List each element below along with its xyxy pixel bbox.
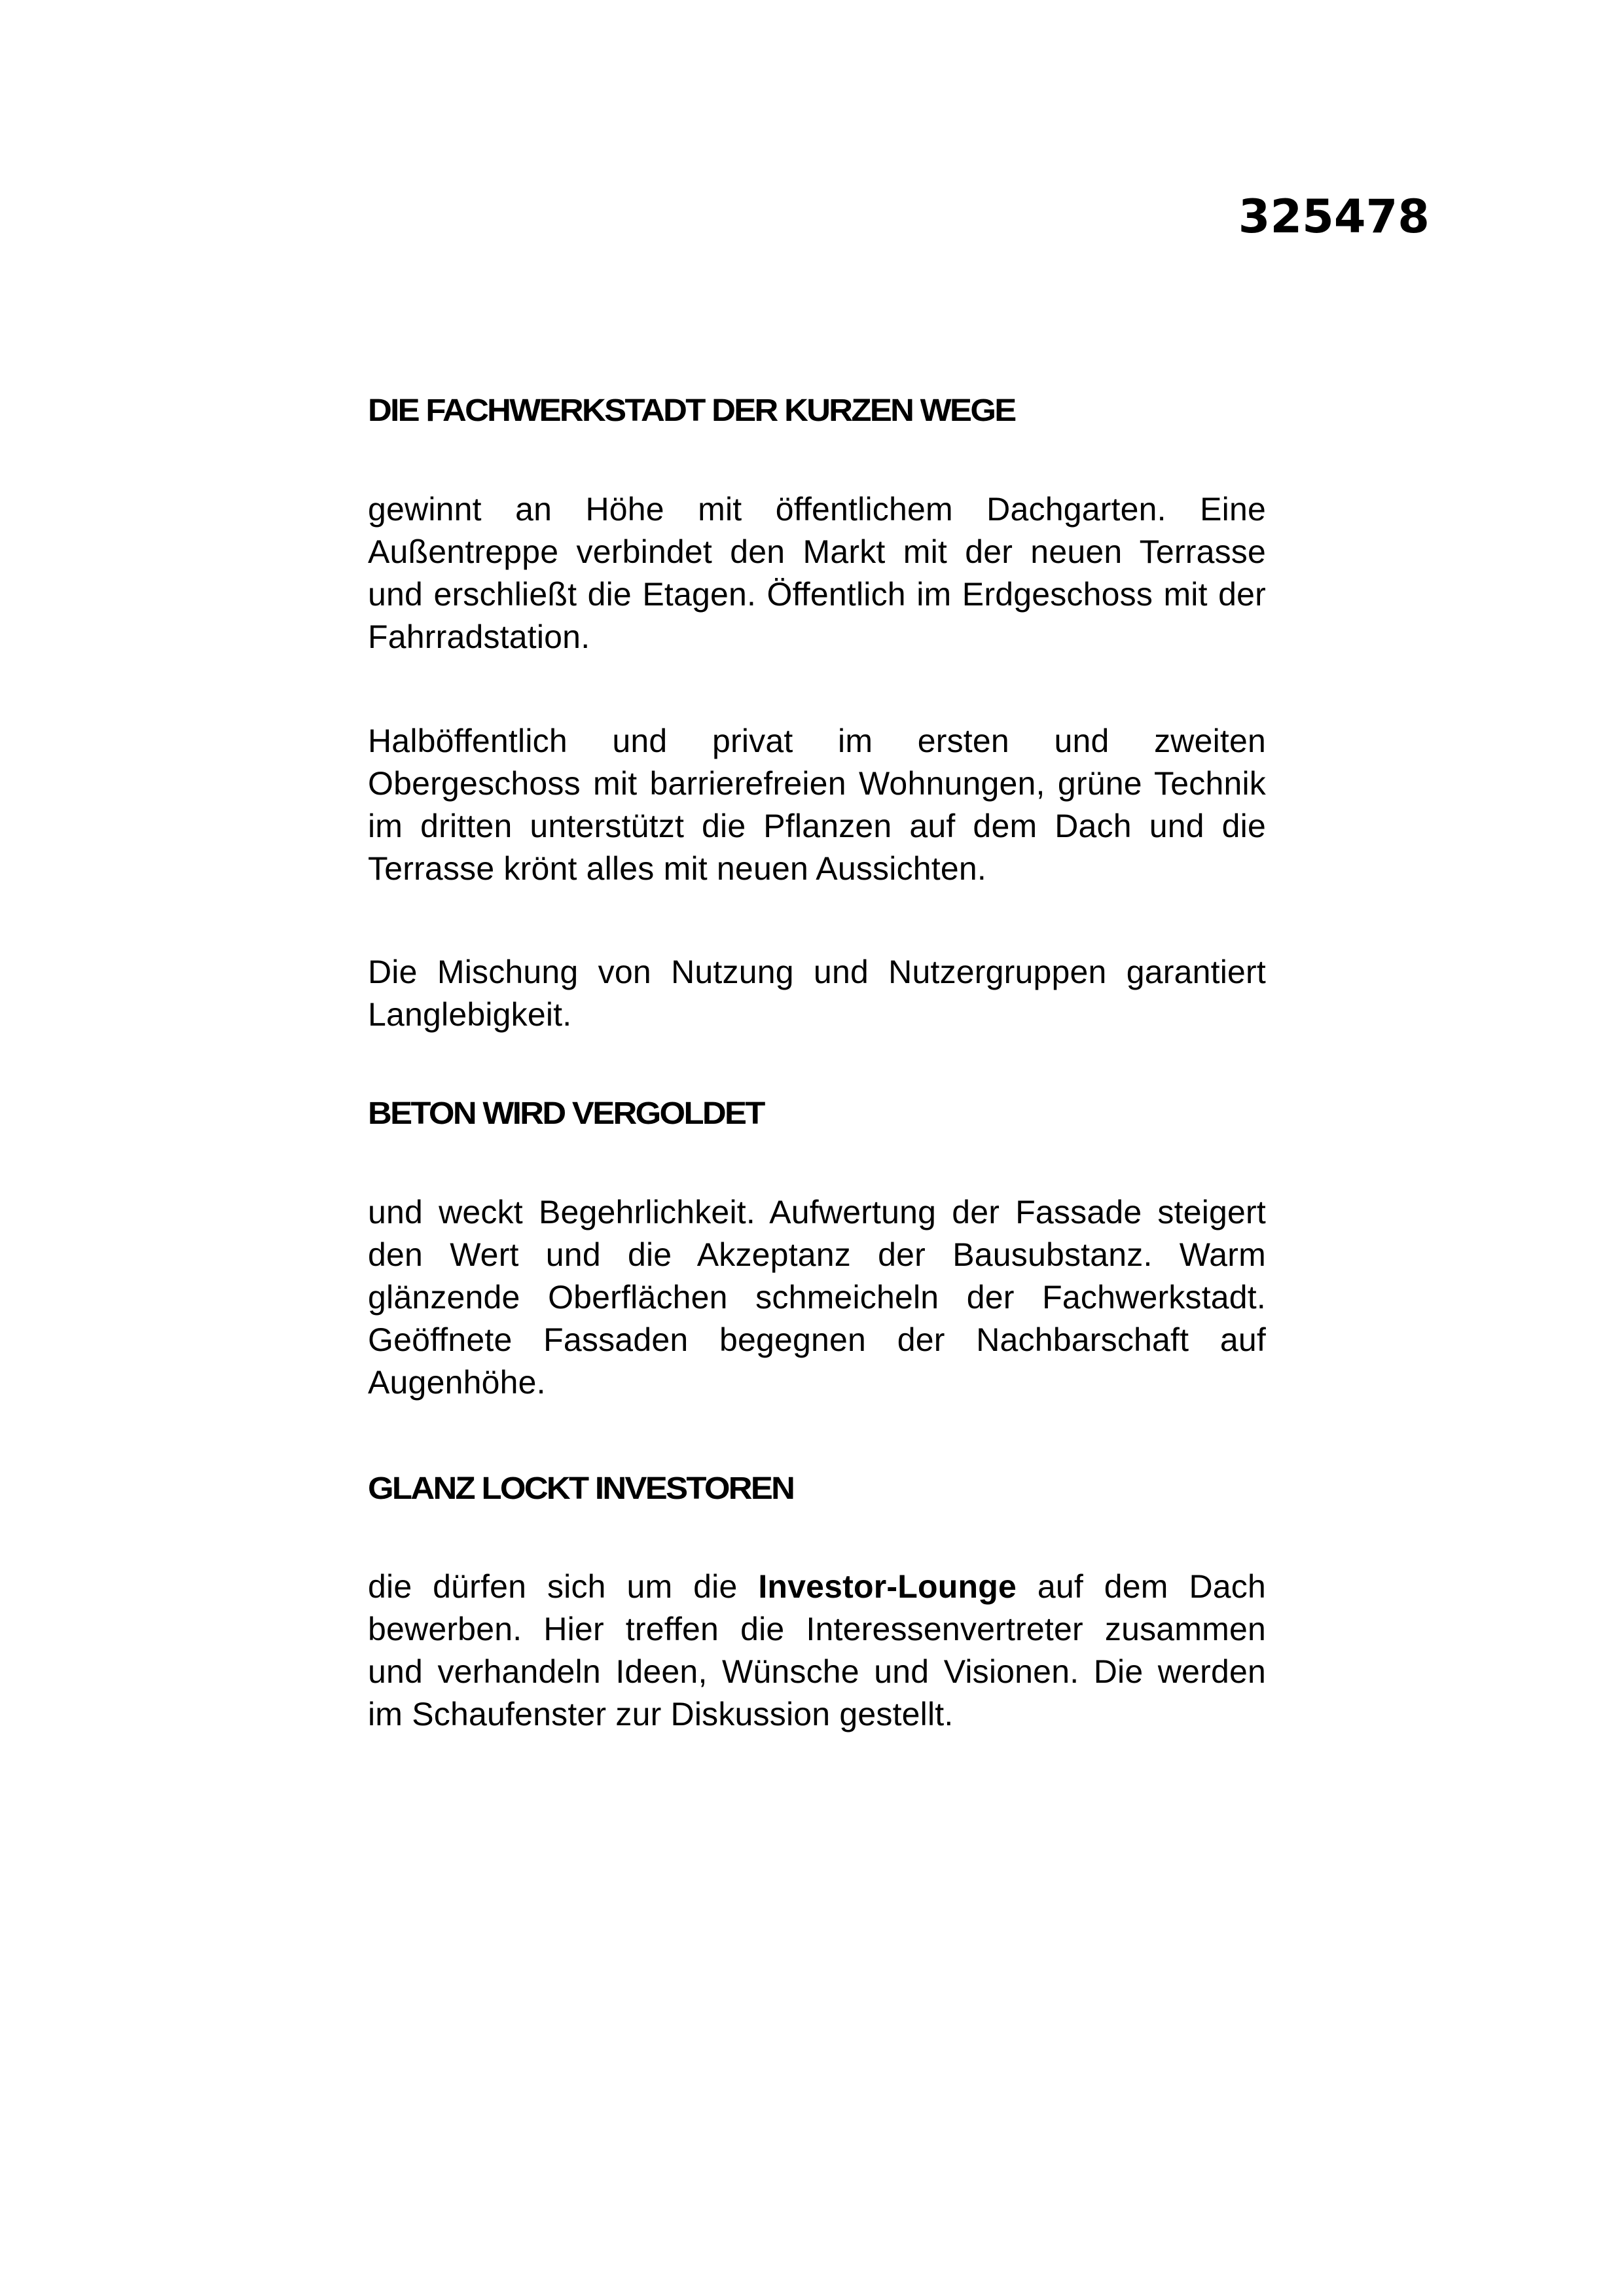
paragraph-text: die dürfen sich um die — [368, 1568, 759, 1605]
paragraph: Die Mischung von Nutzung und Nutzergruppen garantiert Langlebigkeit. — [368, 954, 1266, 1033]
paragraph — [368, 1566, 1266, 1736]
section-heading: GLANZ LOCKT INVESTOREN — [368, 1471, 794, 1506]
bold-term: Investor-Lounge — [758, 1568, 1017, 1605]
section-heading: BETON WIRD VERGOLDET — [368, 1096, 764, 1131]
paragraph: Halböffentlich und privat im ersten und zweiten Obergeschoss mit barrierefreien Wohnungen, grüne Technik im dritten unterstützt die Pflanzen auf dem Dach und die Terrasse krönt alles mit neuen Aussichten. — [368, 723, 1266, 887]
paragraph: und weckt Begehrlichkeit. Aufwertung der Fassade steigert den Wert und die Akzeptanz der Bausubstanz. Warm glänzende Oberflächen schmeicheln der Fachwerkstadt. Geöffnete Fassaden begegnen der Nachbarschaft auf Augenhöhe. — [368, 1194, 1266, 1401]
document-number: 325478 — [1238, 190, 1430, 243]
section-heading: DIE FACHWERKSTADT DER KURZEN WEGE — [368, 393, 1015, 428]
paragraph-text: auf dem Dach bewerben. Hier treffen die Interessenvertreter zusammen und verhandeln Ideen, Wünsche und Visionen. Die werden im Schaufenster zur Diskussion gestellt. — [368, 1568, 1266, 1732]
paragraph: gewinnt an Höhe mit öffentlichem Dachgarten. Eine Außentreppe verbindet den Markt mit der neuen Terrasse und erschließt die Etagen. Öffentlich im Erdgeschoss mit der Fahrradstation. — [368, 491, 1266, 655]
